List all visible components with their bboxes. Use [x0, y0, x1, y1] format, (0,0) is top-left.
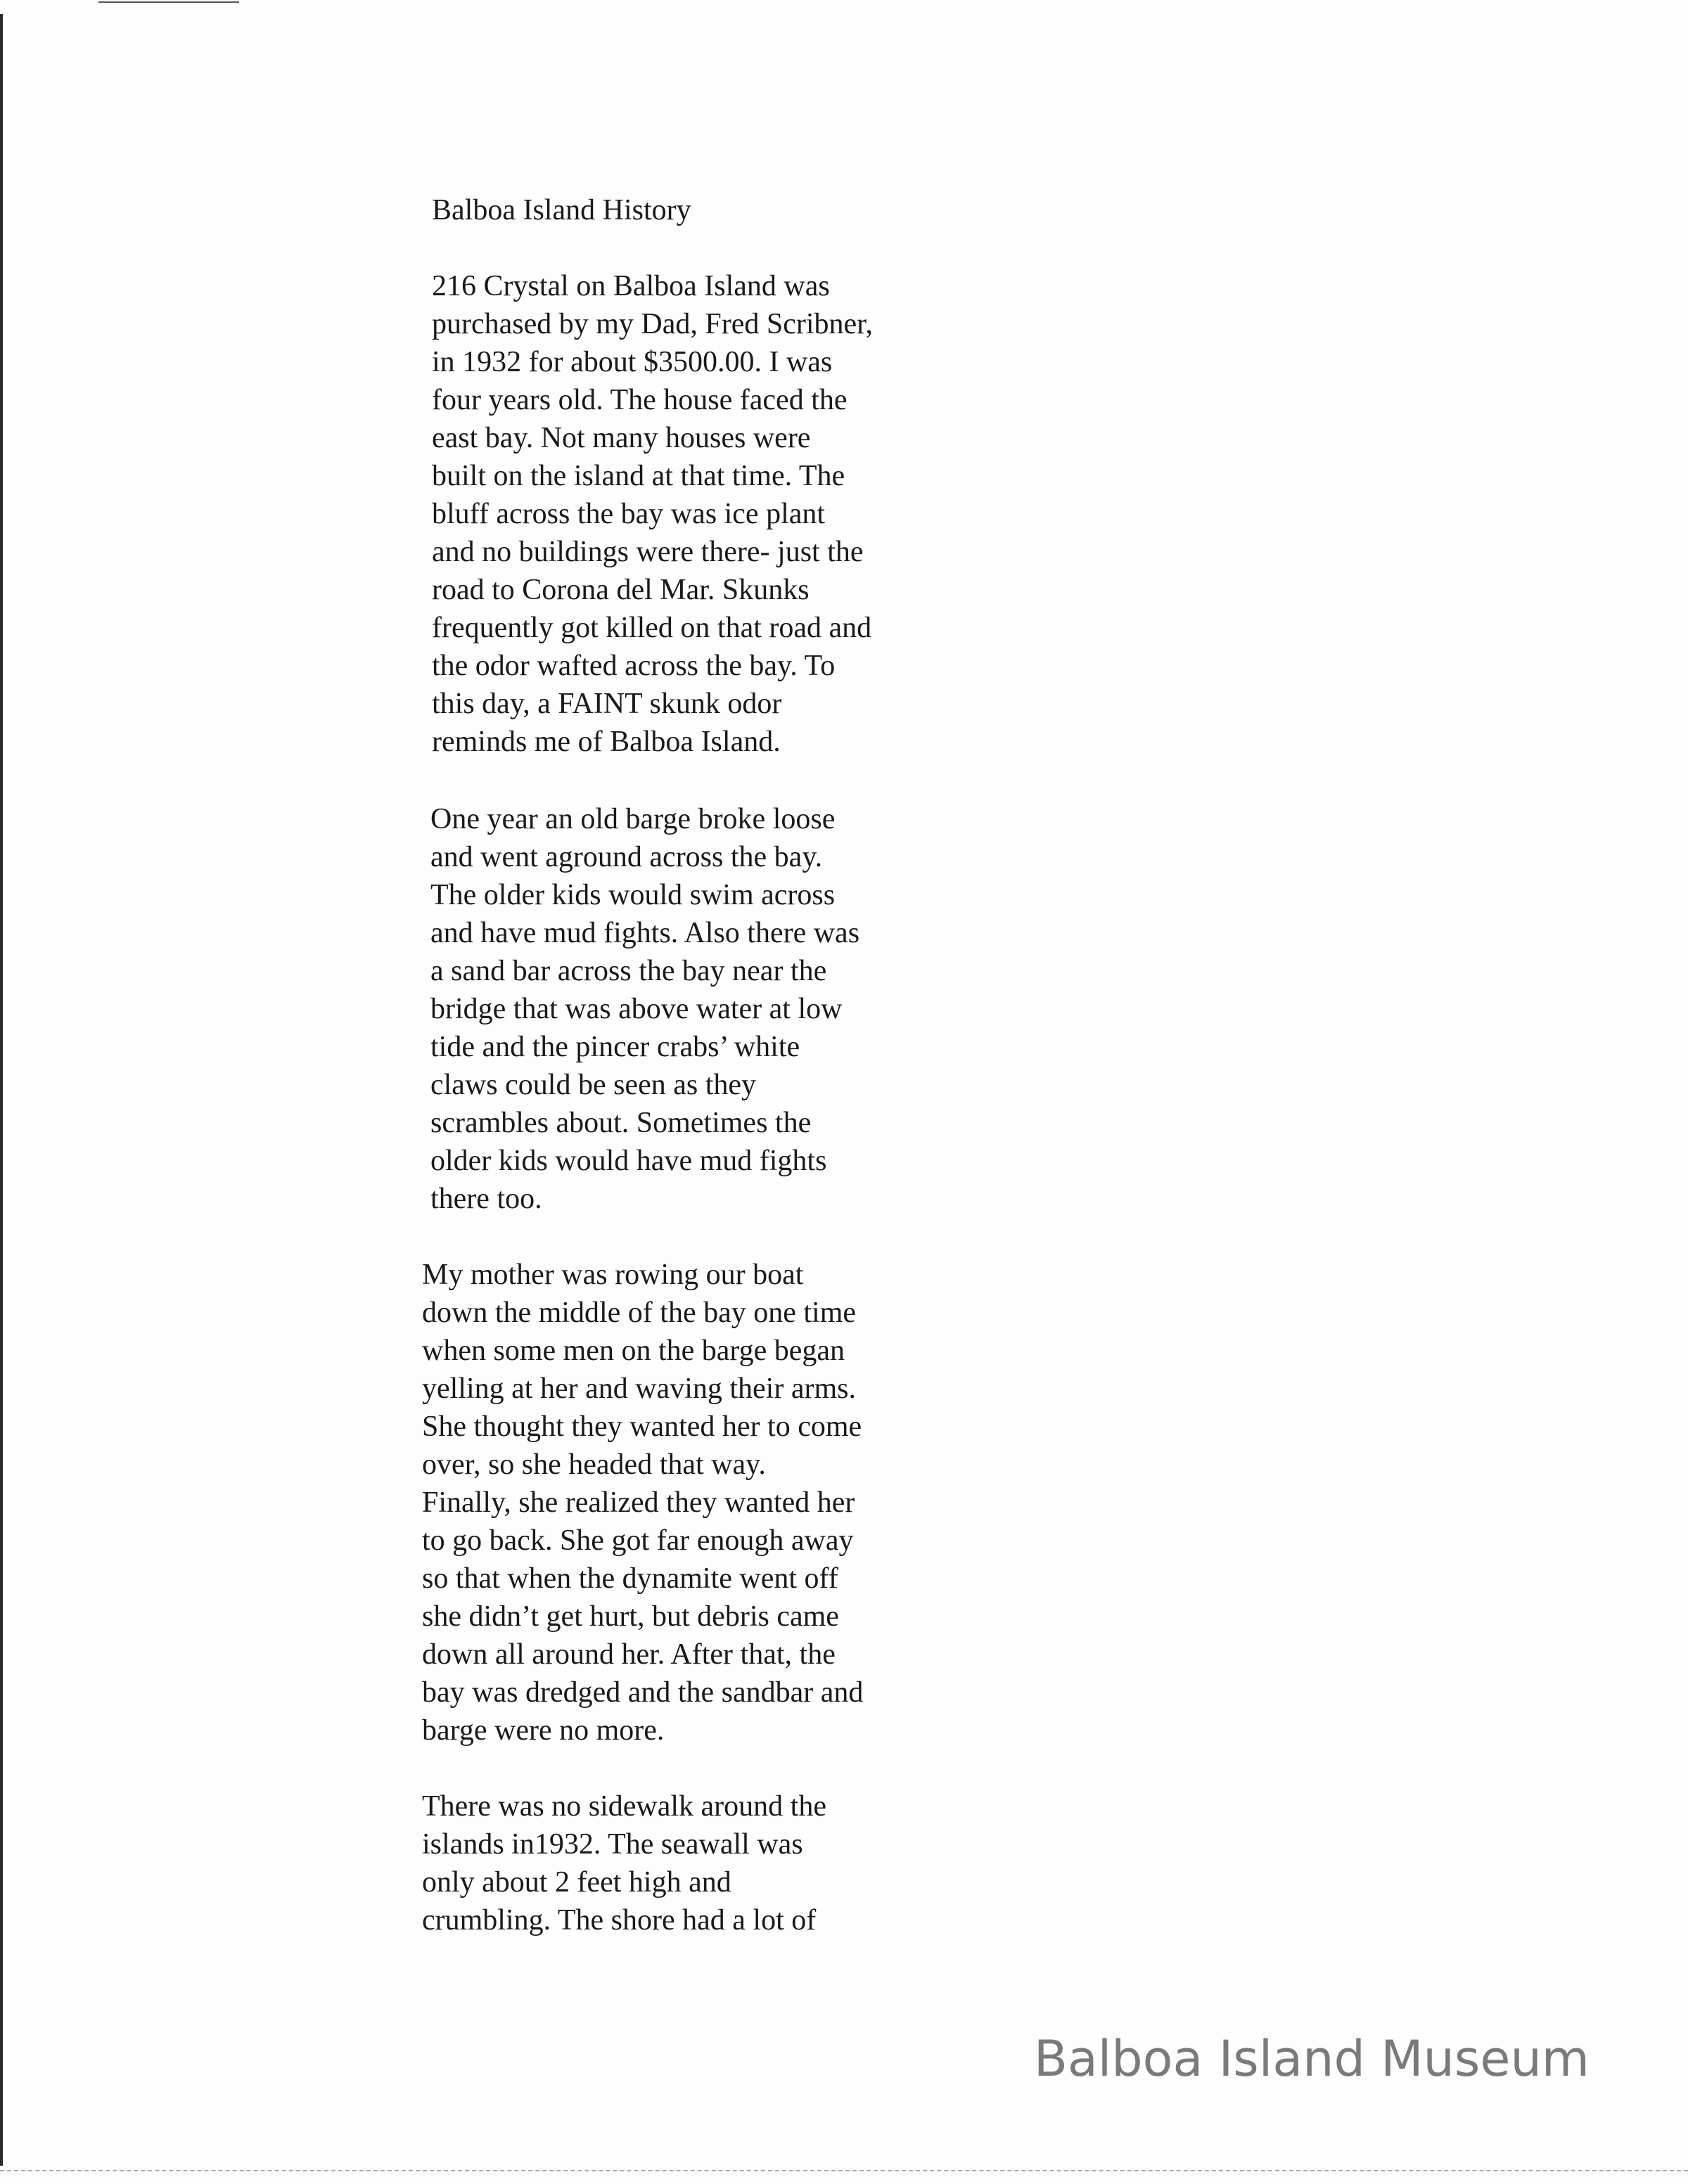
scan-top-artifact — [98, 1, 239, 3]
museum-watermark: Balboa Island Museum — [1033, 2030, 1590, 2088]
paragraph-1: 216 Crystal on Balboa Island was purchased by my Dad, Fred Scribner, in 1932 for about $3500.00. I was four years old. The house faced the east bay. Not many houses were built on the island at that time. The bluff across the bay was ice plant and no buildings were there- just the road to Corona del Mar. Skunks frequently got killed on that road and the odor wafted across the bay. To this day, a FAINT skunk odor reminds me of Balboa Island. — [432, 270, 873, 758]
paragraph-3: My mother was rowing our boat down the middle of the bay one time when some men on the barge began yelling at her and waving their arms. She thought they wanted her to come over, so she headed that way. Finally, she realized they wanted her to go back. She got far enough away so that when the dynamite went off she didn’t get hurt, but debris came down all around her. After that, the bay was dredged and the sandbar and barge were no more. — [422, 1259, 864, 1747]
paragraph-2: One year an old barge broke loose and went aground across the bay. The older kids would swim across and have mud fights. Also there was a sand bar across the bay near the bridge that was above water at low tide and the pincer crabs’ white claws could be seen as they scrambles about. Sometimes the older kids would have mud fights there too. — [430, 803, 860, 1215]
document-title: Balboa Island History — [432, 194, 691, 226]
scan-bottom-artifact — [0, 2170, 1688, 2171]
paragraph-4: There was no sidewalk around the islands in1932. The seawall was only about 2 feet high and crumbling. The shore had a lot of — [422, 1790, 826, 1936]
scan-edge-left — [0, 14, 3, 2166]
